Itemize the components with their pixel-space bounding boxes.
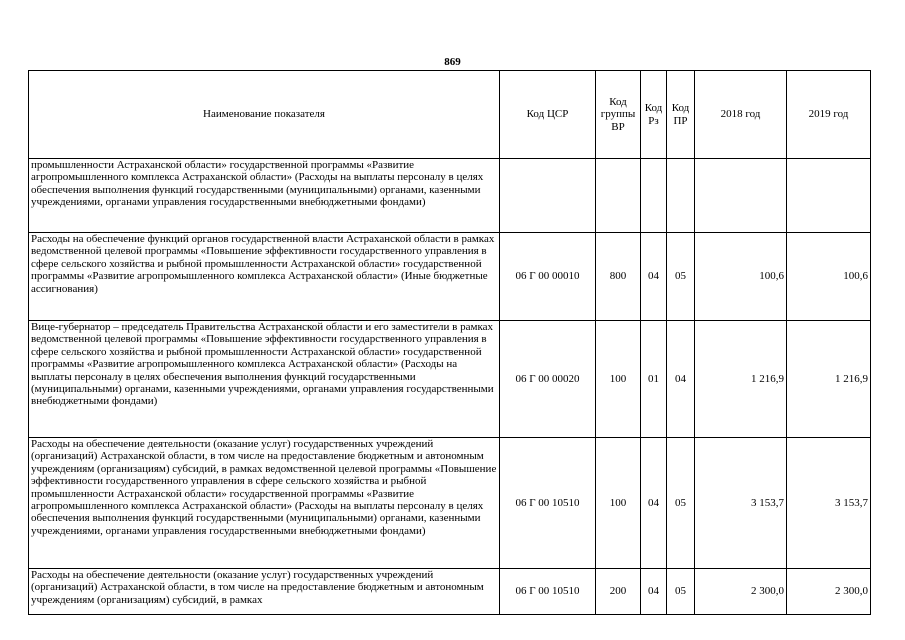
row-csr: 06 Г 00 10510 — [500, 569, 596, 615]
row-csr: 06 Г 00 00010 — [500, 233, 596, 321]
row-pr: 05 — [667, 569, 695, 615]
header-2019: 2019 год — [787, 71, 871, 159]
table-row — [29, 438, 871, 569]
row-2018: 3 153,7 — [695, 438, 787, 569]
row-pr: 05 — [667, 233, 695, 321]
row-rz: 04 — [641, 233, 667, 321]
row-csr: 06 Г 00 00020 — [500, 321, 596, 438]
row-2019: 3 153,7 — [787, 438, 871, 569]
header-vr: Код группы ВР — [596, 71, 641, 159]
table-row — [29, 321, 871, 438]
header-rz: Код Рз — [641, 71, 667, 159]
row-rz: 01 — [641, 321, 667, 438]
row-2019: 1 216,9 — [787, 321, 871, 438]
row-name: промышленности Астраханской области» государственной программы «Развитие агропромышленного комплекса Астраханской области» (Расходы на выплаты персоналу в целях обеспечения выполнения функций государственными (муниципальными) органами, казенными учреждениями, органами управления государственными внебюджетными фондами) — [29, 159, 500, 233]
row-2018: 1 216,9 — [695, 321, 787, 438]
row-pr — [667, 159, 695, 233]
budget-table — [28, 70, 871, 615]
row-vr: 100 — [596, 321, 641, 438]
table-row — [29, 233, 871, 321]
header-2018: 2018 год — [695, 71, 787, 159]
row-name: Вице-губернатор – председатель Правительства Астраханской области и его заместители в рамках ведомственной целевой программы «Повышение эффективности государственного управления в сфере сельского хозяйства и рыбной промышленности Астраханской области» государственной программы «Развитие агропромышленного комплекса Астраханской области» (Расходы на выплаты персоналу в целях обеспечения выполнения функций государственными (муниципальными) органами, казенными учреждениями, органами управления государственными внебюджетными фондами) — [29, 321, 500, 438]
row-rz — [641, 159, 667, 233]
row-2018: 2 300,0 — [695, 569, 787, 615]
row-name: Расходы на обеспечение деятельности (оказание услуг) государственных учреждений (организаций) Астраханской области, в том числе на предоставление бюджетным и автономным учреждениям (организациям) субсидий, в рамках ведомственной целевой программы «Повышение эффективности государственного управления в сфере сельского хозяйства и рыбной промышленности Астраханской области» государственной программы «Развитие агропромышленного комплекса Астраханской области» (Расходы на выплаты персоналу в целях обеспечения выполнения функций государственными (муниципальными) органами, казенными учреждениями, органами управления государственными внебюджетными фондами) — [29, 438, 500, 569]
header-csr: Код ЦСР — [500, 71, 596, 159]
table-row — [29, 159, 871, 233]
row-name: Расходы на обеспечение деятельности (оказание услуг) государственных учреждений (организаций) Астраханской области, в том числе на предоставление бюджетным и автономным учреждениям (организациям) субсидий, в рамках — [29, 569, 500, 615]
row-2018: 100,6 — [695, 233, 787, 321]
row-pr: 04 — [667, 321, 695, 438]
row-name: Расходы на обеспечение функций органов государственной власти Астраханской области в рамках ведомственной целевой программы «Повышение эффективности государственного управления в сфере сельского хозяйства и рыбной промышленности Астраханской области» государственной программы «Развитие агропромышленного комплекса Астраханской области» (Иные бюджетные ассигнования) — [29, 233, 500, 321]
row-2019: 100,6 — [787, 233, 871, 321]
row-vr: 800 — [596, 233, 641, 321]
row-vr: 200 — [596, 569, 641, 615]
table-header-row — [29, 71, 871, 159]
row-vr: 100 — [596, 438, 641, 569]
row-rz: 04 — [641, 569, 667, 615]
row-pr: 05 — [667, 438, 695, 569]
row-2019 — [787, 159, 871, 233]
header-pr: Код ПР — [667, 71, 695, 159]
table-row — [29, 569, 871, 615]
row-vr — [596, 159, 641, 233]
row-csr: 06 Г 00 10510 — [500, 438, 596, 569]
header-name: Наименование показателя — [29, 71, 500, 159]
page-number: 869 — [444, 56, 461, 68]
row-csr — [500, 159, 596, 233]
row-2018 — [695, 159, 787, 233]
row-2019: 2 300,0 — [787, 569, 871, 615]
row-rz: 04 — [641, 438, 667, 569]
